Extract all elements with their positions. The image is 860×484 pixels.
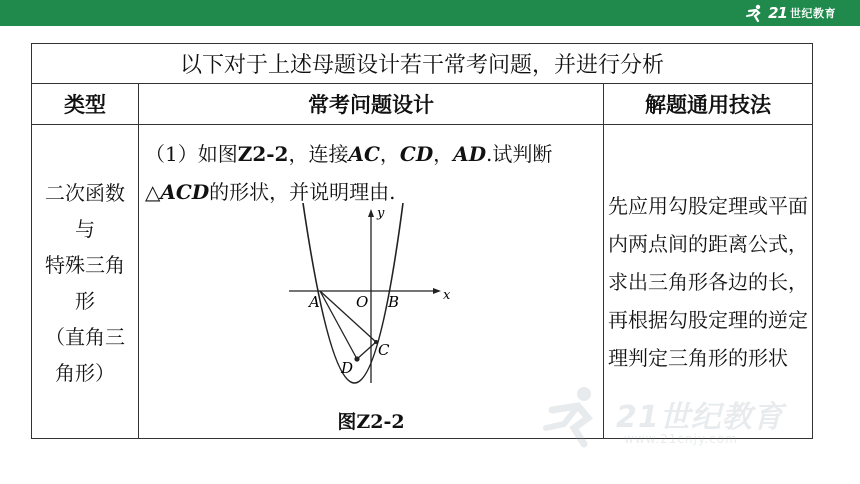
brand-logo [745, 3, 836, 23]
type-line: 形 [75, 288, 95, 313]
type-cell [32, 125, 139, 439]
runner-logo-icon [745, 4, 765, 22]
brand-text: 世纪教育 [790, 7, 836, 20]
type-line: 与 [75, 216, 95, 241]
design-cell [139, 125, 604, 439]
type-line: 二次函数 [45, 180, 125, 205]
axis-label-y: y [377, 206, 385, 221]
type-line: 特殊三角 [45, 252, 125, 277]
point-label-o: O [356, 293, 369, 311]
watermark-text: 21世纪教育 [616, 400, 784, 435]
question-text: （1）如图Z2-2，连接AC，CD，AD.试判断△ACD的形状，并说明理由. [145, 142, 553, 204]
table-title: 以下对于上述母题设计若干常考问题，并进行分析 [32, 44, 813, 84]
watermark-url: www.21cnjy.com [624, 432, 738, 446]
point-label-b: B [388, 293, 400, 311]
analysis-table [31, 43, 813, 439]
method-cell: 先应用勾股定理或平面内两点间的距离公式，求出三角形各边的长，再根据勾股定理的逆定理判定三角形的形状 [604, 125, 813, 439]
axis-label-x: x [443, 288, 451, 303]
type-line: （直角三 [45, 324, 125, 349]
point-label-a: A [309, 293, 320, 311]
parabola-figure [289, 203, 459, 393]
point-label-d: D [341, 359, 354, 377]
header-method: 解题通用技法 [604, 84, 813, 125]
figure-caption: 图Z2-2 [337, 411, 405, 433]
header-type: 类型 [32, 84, 139, 125]
brand-number: 21 [768, 4, 787, 22]
header-design: 常考问题设计 [139, 84, 604, 125]
top-banner [0, 0, 860, 26]
type-line: 角形） [55, 360, 115, 385]
point-label-c: C [378, 341, 390, 359]
